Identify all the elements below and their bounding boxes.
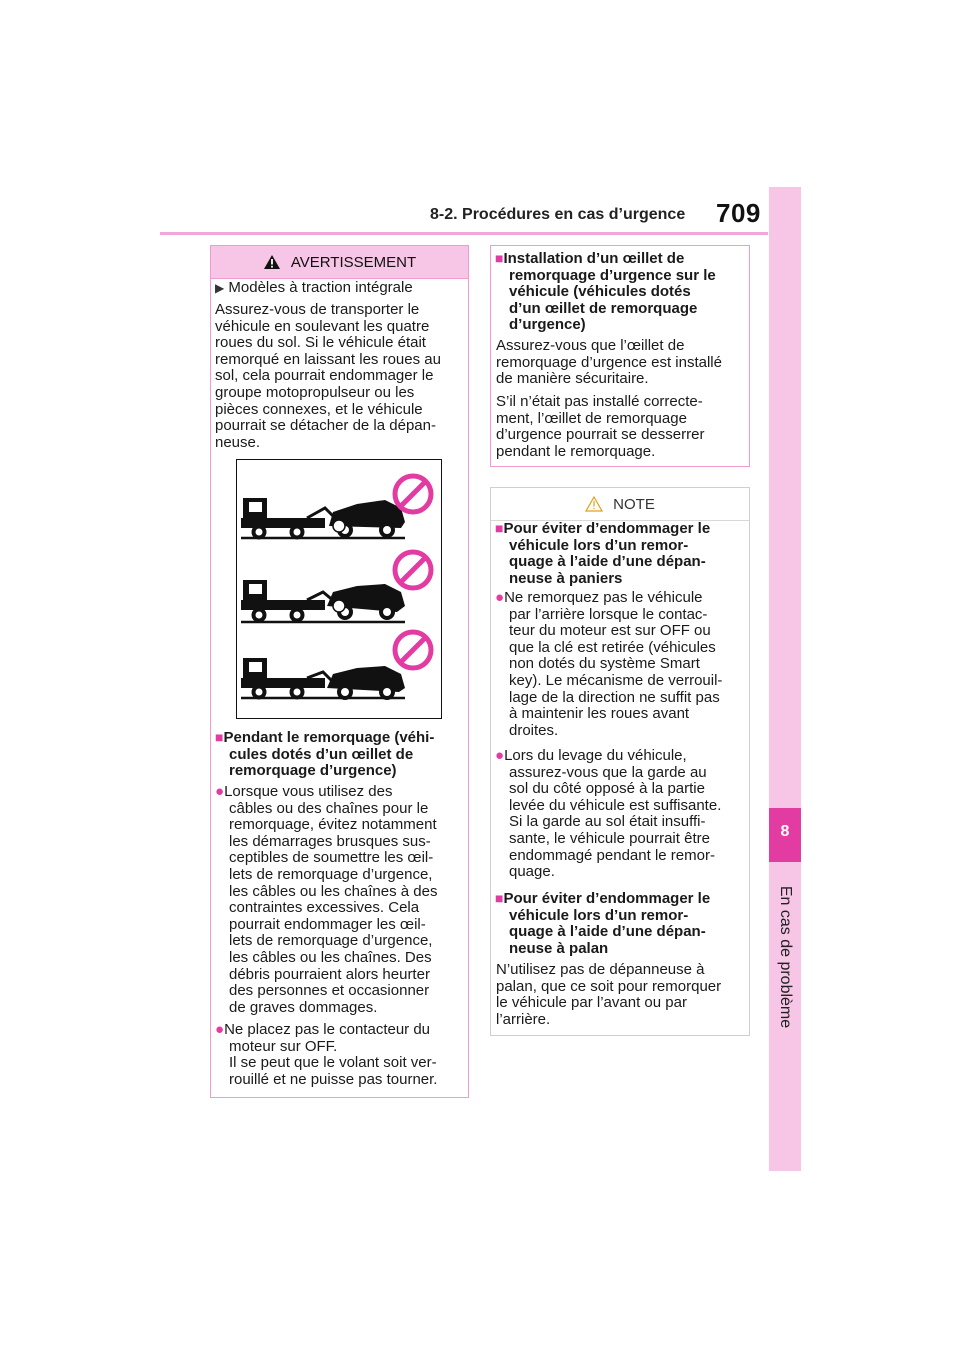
text-line: les démarrages brusques sus- <box>229 832 431 850</box>
text-line: les câbles ou les chaînes à des <box>229 882 438 900</box>
text-line: ■Pendant le remorquage (véhi- <box>215 729 435 746</box>
text-line: que la clé est retirée (véhicules <box>509 638 716 656</box>
text-line: levée du véhicule est suffisante. <box>509 796 722 814</box>
text-line: remorquage d’urgence) <box>229 762 397 780</box>
warning-sub-heading-row <box>215 280 413 297</box>
warning-triangle-icon <box>263 254 281 270</box>
text-line: pièces connexes, et le véhicule <box>215 400 423 418</box>
text-line: key). Le mécanisme de verrouil- <box>509 671 723 689</box>
warning-box-header <box>211 246 468 279</box>
text-line: le véhicule par l’avant ou par <box>496 994 687 1012</box>
text-line: débris pourraient alors heurter <box>229 965 430 983</box>
square-bullet-icon: ■ <box>495 250 504 266</box>
text-line: ■Pour éviter d’endommager le <box>495 890 711 907</box>
text-line: ■Pour éviter d’endommager le <box>495 520 711 537</box>
text-line: d’un œillet de remorquage <box>509 299 698 317</box>
text-line: Si la garde au sol était insuffi- <box>509 813 706 831</box>
chapter-label: En cas de problème <box>777 885 794 1029</box>
text-line: véhicule en soulevant les quatre <box>215 317 430 335</box>
text-line: neuse. <box>215 433 261 451</box>
text-line: pourrait se détacher de la dépan- <box>215 417 436 435</box>
caution-triangle-icon <box>585 496 603 512</box>
dot-bullet-icon: ● <box>495 589 505 606</box>
warning-box-title: AVERTISSEMENT <box>290 253 417 271</box>
tow-row-2 <box>241 552 431 622</box>
text-line: remorquage d’urgence sur le <box>509 266 716 284</box>
text-line: lage de la direction ne suffit pas <box>509 688 720 706</box>
text-line: quage à l’aide d’une dépan- <box>509 553 706 571</box>
warning-bullet-2 <box>215 1022 437 1088</box>
note-bullet-2 <box>495 748 721 881</box>
text-line: rouillé et ne puisse pas tourner. <box>229 1070 438 1088</box>
text-line: lets de remorquage d’urgence, <box>229 932 433 950</box>
text-line: palan, que ce soit pour remorquer <box>496 977 722 995</box>
text-line: d’urgence pourrait se desserrer <box>496 426 705 444</box>
text-line: assurez-vous que la garde au <box>509 763 707 781</box>
text-line: par l’arrière lorsque le contac- <box>509 605 708 623</box>
text-line: lets de remorquage d’urgence, <box>229 865 433 883</box>
tow-row-3 <box>241 632 431 698</box>
text-line: quage à l’aide d’une dépan- <box>509 923 706 941</box>
dot-bullet-icon: ● <box>215 783 225 800</box>
text-line: Assurez-vous de transporter le <box>215 301 420 318</box>
text-line: véhicule lors d’un remor- <box>509 906 689 924</box>
square-bullet-icon: ■ <box>495 890 504 906</box>
text-line: ceptibles de soumettre les œil- <box>229 849 434 867</box>
text-line: les câbles ou les chaînes. Des <box>229 948 432 966</box>
text-line: teur du moteur est sur OFF ou <box>509 622 711 640</box>
text-line: remorquage d’urgence est installé <box>496 353 722 371</box>
text-line: remorquage, évitez notamment <box>229 816 437 834</box>
dot-bullet-icon: ● <box>495 747 505 764</box>
text-line: Il se peut que le volant soit ver- <box>229 1054 437 1072</box>
text-line: à maintenir les roues avant <box>509 705 690 723</box>
text-line: ●Lorsque vous utilisez des <box>215 783 393 800</box>
text-line: N’utilisez pas de dépanneuse à <box>496 961 705 978</box>
warning-section-heading <box>215 729 434 780</box>
text-line: ●Lors du levage du véhicule, <box>495 747 687 764</box>
text-line: véhicule lors d’un remor- <box>509 536 689 554</box>
header-rule <box>160 232 768 235</box>
text-line: ●Ne placez pas le contacteur du <box>215 1021 431 1038</box>
text-line: câbles ou des chaînes pour le <box>229 799 429 817</box>
text-line: sol du côté opposé à la partie <box>509 780 705 798</box>
tow-truck-prohibited-figure <box>237 460 440 717</box>
text-line: de graves dommages. <box>229 998 378 1016</box>
text-line: ●Ne remorquez pas le véhicule <box>495 589 703 606</box>
text-line: sante, le véhicule pourrait être <box>509 829 710 847</box>
towing-illustration <box>236 459 442 719</box>
text-line: véhicule (véhicules dotés <box>509 283 691 301</box>
text-line: contraintes excessives. Cela <box>229 899 420 917</box>
text-line: moteur sur OFF. <box>229 1037 338 1055</box>
text-line: roues du sol. Si le véhicule était <box>215 334 426 352</box>
note-heading-1 <box>495 520 710 587</box>
text-line: groupe motopropulseur ou les <box>215 383 415 401</box>
tow-row-1 <box>241 476 431 538</box>
page-number: 709 <box>716 198 761 228</box>
chapter-label-wrap <box>769 880 801 1030</box>
warning-bullet-1 <box>215 784 437 1016</box>
warning-paragraph <box>215 302 441 451</box>
text-line: pourrait endommager les œil- <box>229 915 426 933</box>
text-line: quage. <box>509 863 555 881</box>
text-line: de manière sécuritaire. <box>496 370 649 388</box>
text-line: remorqué en laissant les roues au <box>215 350 441 368</box>
square-bullet-icon: ■ <box>495 520 504 536</box>
note-paragraph <box>496 962 721 1028</box>
text-line: neuse à palan <box>509 939 609 957</box>
text-line: endommagé pendant le remor- <box>509 846 715 864</box>
text-line: neuse à paniers <box>509 569 623 587</box>
note-box-title: NOTE <box>613 495 655 513</box>
triangle-bullet-icon: ▶ <box>215 281 225 295</box>
warning-sub-heading: Modèles à traction intégrale <box>228 279 413 296</box>
text-line: l’arrière. <box>496 1010 551 1028</box>
text-line: ment, l’œillet de remorquage <box>496 409 687 427</box>
text-line: non dotés du système Smart <box>509 655 700 673</box>
text-line: d’urgence) <box>509 316 586 334</box>
note-box-header <box>491 488 749 521</box>
square-bullet-icon: ■ <box>215 729 224 745</box>
text-line: pendant le remorquage. <box>496 442 656 460</box>
section-title: 8-2. Procédures en cas d’urgence <box>430 206 686 223</box>
text-line: droites. <box>509 721 559 739</box>
text-line: ■Installation d’un œillet de <box>495 250 685 267</box>
install-paragraph-1 <box>496 338 722 388</box>
text-line: sol, cela pourrait endommager le <box>215 367 434 385</box>
chapter-number: 8 <box>780 823 790 840</box>
note-bullet-1 <box>495 590 722 739</box>
dot-bullet-icon: ● <box>215 1021 225 1038</box>
install-heading <box>495 250 716 334</box>
text-line: des personnes et occasionner <box>229 982 430 1000</box>
text-line: S’il n’était pas installé correcte- <box>496 393 703 410</box>
text-line: cules dotés d’un œillet de <box>229 745 414 763</box>
install-paragraph-2 <box>496 394 704 460</box>
note-heading-2 <box>495 890 710 957</box>
text-line: Assurez-vous que l’œillet de <box>496 337 685 354</box>
